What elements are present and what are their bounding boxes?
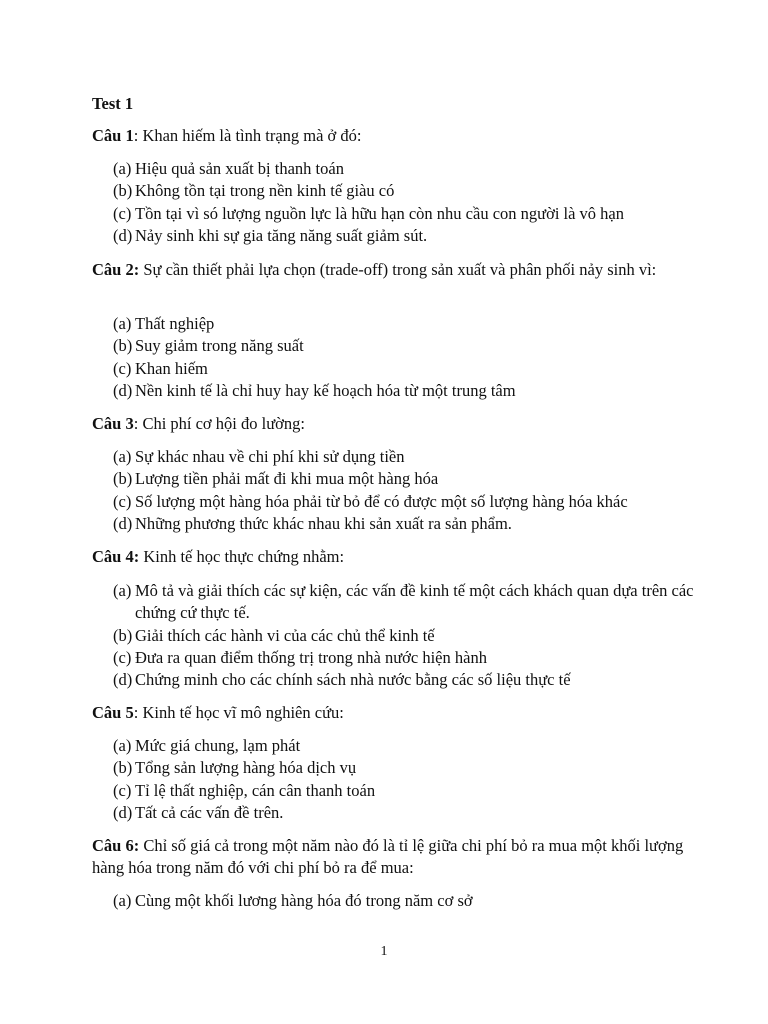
question-text: Sự cần thiết phải lựa chọn (trade-off) trong sản xuất và phân phối nảy sinh vì: [139,260,657,279]
page-number: 1 [380,944,388,959]
option [113,802,703,824]
option-text: Sự khác nhau về chi phí khi sử dụng tiền [135,447,405,466]
option-label: (a) [113,159,132,178]
document-title: Test 1 [92,94,134,113]
question-text: Kinh tế học vĩ mô nghiên cứu: [138,703,344,722]
question-number: Câu 5 [92,703,134,722]
option-text: Những phương thức khác nhau khi sản xuất ra sản phẩm. [135,513,512,533]
option [113,580,703,625]
question-6-stem [92,835,692,879]
option-label: (c) [113,647,132,667]
option-text: Thất nghiệp [135,314,215,333]
option-text: Giải thích các hành vi của các chủ thể kinh tế [135,625,435,645]
option-label: (b) [113,469,133,489]
question-1-stem [92,125,692,147]
question-5-stem [92,702,692,724]
option-text: Nền kinh tế là chỉ huy hay kế hoạch hóa từ một trung tâm [135,380,516,400]
question-text: Kinh tế học thực chứng nhằm: [139,547,345,566]
option [113,335,703,357]
option-text: Chứng minh cho các chính sách nhà nước bằng các số liệu thực tế [135,670,571,690]
question-2-stem [92,259,692,281]
option-text: Mô tả và giải thích các sự kiện, các vấn đề kinh tế một cách khách quan dựa trên các chứng cứ thực tế. [135,581,694,622]
option-label: (a) [113,736,132,755]
question-number: Câu 6: [92,836,140,855]
option [113,468,703,490]
option-label: (d) [113,225,133,245]
option [113,446,703,468]
option [113,358,703,380]
question-2-options [113,313,703,402]
option-text: Tỉ lệ thất nghiệp, cán cân thanh toán [135,780,376,800]
question-text: Khan hiếm là tình trạng mà ở đó: [138,126,362,145]
option [113,735,703,757]
option-label: (c) [113,203,132,223]
option-label: (d) [113,670,133,690]
option-text: Lượng tiền phải mất đi khi mua một hàng hóa [135,469,439,489]
option [113,180,703,202]
option [113,625,703,647]
option-label: (a) [113,447,132,466]
question-text: Chỉ số giá cả trong một năm nào đó là tỉ lệ giữa chi phí bỏ ra mua một khối lượng hàng hóa trong năm đó với chi phí bỏ ra để mua: [92,836,684,877]
option-label: (a) [113,891,132,910]
option-text: Số lượng một hàng hóa phải từ bỏ để có được một số lượng hàng hóa khác [135,491,628,511]
option-label: (c) [113,491,132,511]
option [113,380,703,402]
question-3-options [113,446,703,535]
option [113,780,703,802]
option-label: (c) [113,358,132,378]
option-label: (a) [113,581,132,600]
option-label: (b) [113,758,133,778]
option-text: Cùng một khối lương hàng hóa đó trong năm cơ sở [135,891,473,910]
option [113,647,703,669]
option [113,491,703,513]
option-label: (b) [113,625,133,645]
option-label: (d) [113,380,133,400]
question-4-stem [92,546,692,568]
option-label: (b) [113,336,133,356]
option [113,313,703,335]
option-label: (d) [113,802,133,822]
option-text: Không tồn tại trong nền kinh tế giàu có [135,181,395,201]
option-text: Nảy sinh khi sự gia tăng năng suất giảm sút. [135,225,428,245]
question-3-stem [92,413,692,435]
option [113,203,703,225]
question-6-options [113,890,703,912]
question-1-options [113,158,703,247]
option-label: (d) [113,513,133,533]
option-text: Mức giá chung, lạm phát [135,736,301,755]
option [113,669,703,691]
question-sep: : [133,414,139,433]
question-sep: : [133,703,139,722]
option-text: Tất cả các vấn đề trên. [135,802,284,822]
option-label: (a) [113,314,132,333]
question-number: Câu 2: [92,260,140,279]
option [113,225,703,247]
question-5-options [113,735,703,824]
question-4-options [113,580,703,691]
option-text: Suy giảm trong năng suất [135,336,304,356]
question-sep: : [133,126,139,145]
question-number: Câu 1 [92,126,134,145]
option-text: Đưa ra quan điểm thống trị trong nhà nước hiện hành [135,647,487,667]
option [113,158,703,180]
option-label: (c) [113,780,132,800]
option-text: Khan hiếm [135,358,208,378]
option-label: (b) [113,181,133,201]
question-number: Câu 3 [92,414,134,433]
question-number: Câu 4: [92,547,140,566]
question-text: Chi phí cơ hội đo lường: [138,414,305,433]
option-text: Hiệu quả sản xuất bị thanh toán [135,159,344,178]
option [113,890,703,912]
option [113,513,703,535]
option-text: Tồn tại vì só lượng nguồn lực là hữu hạn còn nhu cầu con người là vô hạn [135,203,625,223]
option-text: Tổng sản lượng hàng hóa dịch vụ [135,758,357,778]
option [113,757,703,779]
